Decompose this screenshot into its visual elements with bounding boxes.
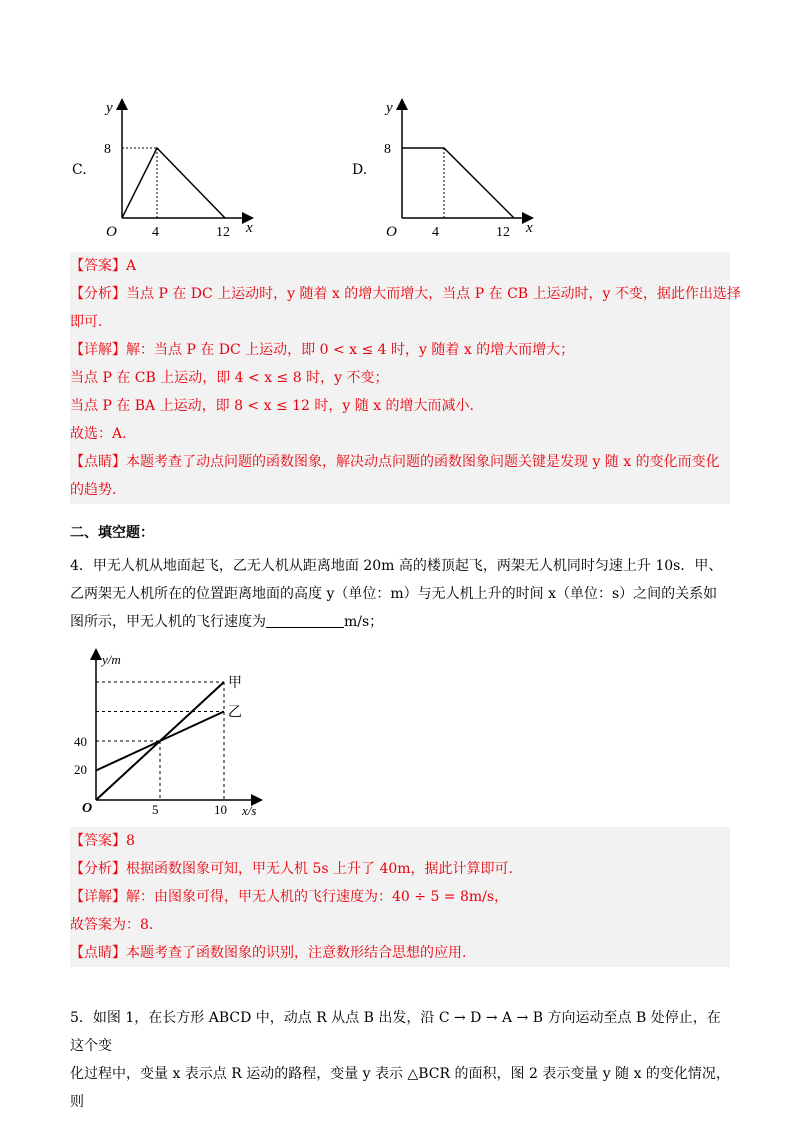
q5-line-2: 化过程中，变量 x 表示点 R 运动的路程，变量 y 表示 △BCR 的面积，图 2 表示变量 y 随 x 的变化情况，则 — [70, 1066, 730, 1110]
answer-blank[interactable] — [266, 611, 344, 628]
tick-y-40: 40 — [74, 734, 87, 749]
q4-answer-block — [70, 827, 730, 967]
series-yi-label: 乙 — [228, 705, 242, 721]
origin-label: O — [106, 224, 117, 240]
detail-line-4: 故选：A. — [70, 426, 127, 442]
option-d-label: D. — [352, 162, 368, 178]
answer-line: 【答案】A — [70, 258, 137, 274]
tick-x-12: 12 — [216, 225, 230, 240]
origin-label: O — [386, 224, 397, 240]
series-jia-label: 甲 — [228, 676, 242, 691]
q4-line-1: 4．甲无人机从地面起飞，乙无人机从距离地面 20m 高的楼顶起飞，两架无人机同时匀速上升 10s．甲、 — [70, 558, 723, 574]
tick-x-4: 4 — [432, 225, 439, 240]
detail-line-3: 当点 P 在 BA 上运动，即 8 < x ≤ 12 时，y 随 x 的增大而减小. — [70, 398, 475, 414]
detail-line-2: 当点 P 在 CB 上运动，即 4 < x ≤ 8 时，y 不变； — [70, 370, 389, 386]
tick-y-8: 8 — [384, 142, 391, 157]
analysis-line: 【分析】根据函数图象可知，甲无人机 5s 上升了 40m，据此计算即可. — [70, 861, 513, 877]
comment-line: 【点睛】本题考查了函数图象的识别，注意数形结合思想的应用. — [70, 945, 467, 961]
analysis-cont: 即可. — [70, 314, 103, 330]
origin-label: O — [82, 801, 93, 816]
tick-y-20: 20 — [74, 762, 87, 777]
tick-y-8: 8 — [104, 142, 111, 157]
q3-answer-block — [70, 252, 741, 504]
option-c-graph — [98, 96, 263, 242]
q4-line-3: 图所示，甲无人机的飞行速度为 m/s； — [70, 608, 730, 636]
answer-line: 【答案】8 — [70, 833, 135, 849]
tick-x-12: 12 — [496, 225, 510, 240]
function-line — [402, 148, 514, 218]
option-c-label: C. — [72, 162, 87, 178]
q4-line-2: 乙两架无人机所在的位置距离地面的高度 y（单位：m）与无人机上升的时间 x（单位：s）之间的关系如 — [70, 586, 718, 602]
q5-line-1: 5．如图 1，在长方形 ABCD 中，动点 R 从点 B 出发，沿 C → D → A → B 方向运动至点 B 处停止，在这个变 — [70, 1010, 721, 1054]
comment-cont: 的趋势. — [70, 482, 117, 498]
section-title: 二、填空题： — [70, 525, 154, 541]
x-axis-label: x/s — [242, 803, 257, 818]
comment-line: 【点睛】本题考查了动点问题的函数图象，解决动点问题的函数图象问题关键是发现 y 随 x 的变化而变化 — [70, 454, 720, 470]
tick-x-4: 4 — [152, 225, 159, 240]
question-5 — [70, 1004, 730, 1116]
tick-x-5: 5 — [152, 802, 159, 817]
analysis-line: 【分析】当点 P 在 DC 上运动时，y 随着 x 的增大而增大，当点 P 在 CB 上运动时，y 不变，据此作出选择 — [70, 286, 741, 302]
x-axis-label: x — [246, 220, 253, 236]
option-d-graph — [378, 96, 543, 242]
detail-line-1: 【详解】解：由图象可得，甲无人机的飞行速度为：40 ÷ 5 = 8m/s， — [70, 889, 509, 905]
q4-chart — [62, 648, 282, 820]
question-4 — [70, 552, 730, 636]
y-axis-label: y — [106, 100, 113, 116]
y-axis-label: y/m — [102, 652, 121, 667]
tick-x-10: 10 — [214, 802, 227, 817]
detail-line-2: 故答案为：8. — [70, 917, 154, 933]
detail-line-1: 【详解】解：当点 P 在 DC 上运动，即 0 < x ≤ 4 时，y 随着 x 的增大而增大； — [70, 342, 575, 358]
y-axis-label: y — [386, 100, 393, 116]
function-line — [122, 148, 225, 218]
x-axis-label: x — [526, 220, 533, 236]
